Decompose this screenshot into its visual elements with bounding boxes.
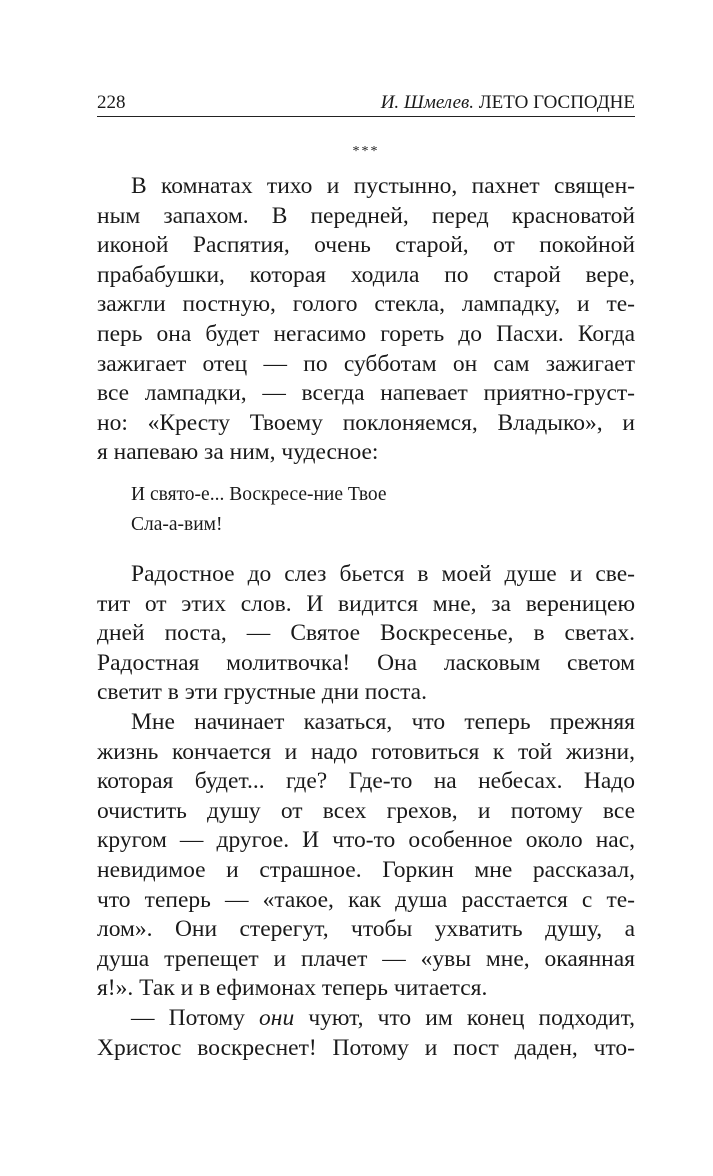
text-line: прабабушки, которая ходила по старой вере, bbox=[97, 261, 635, 288]
text-line: дней поста, — Святое Воскресенье, в светах. bbox=[97, 620, 635, 647]
verse-line: Сла-а-вим! bbox=[131, 514, 223, 535]
text-line: кругом — другое. И что-то особенное около нас, bbox=[97, 827, 635, 854]
book-title: ЛЕТО ГОСПОДНЕ bbox=[478, 92, 635, 113]
text-line: невидимое и страшное. Горкин мне рассказал, bbox=[97, 856, 635, 883]
text-line: Мне начинает казаться, что теперь прежняя bbox=[131, 708, 635, 735]
text-line: что теперь — «такое, как душа расстается с те- bbox=[97, 886, 635, 913]
section-separator: *** bbox=[352, 144, 380, 159]
text-line: иконой Распятия, очень старой, от покойной bbox=[97, 232, 635, 259]
text-line: В комнатах тихо и пустынно, пахнет священ- bbox=[131, 173, 635, 199]
text-line: которая будет... где? Где-то на небесах. Надо bbox=[97, 768, 635, 795]
verse-line: И свято-е... Воскресе-ние Твое bbox=[131, 484, 387, 505]
text-line: светит в эти грустные дни поста. bbox=[97, 679, 427, 706]
text-line bbox=[97, 1004, 635, 1034]
paragraph-group bbox=[97, 560, 635, 1063]
text-line: душа трепещет и плачет — «увы мне, окаянная bbox=[97, 945, 635, 972]
text-line: Радостная молитвочка! Она ласковым светом bbox=[97, 649, 635, 676]
running-title bbox=[381, 92, 635, 114]
text-line: лом». Они стерегут, чтобы ухватить душу, а bbox=[97, 916, 635, 943]
text-line: ным запахом. В передней, перед красноватой bbox=[97, 202, 635, 229]
running-head bbox=[97, 92, 635, 117]
text-line: я!». Так и в ефимонах теперь читается. bbox=[97, 975, 488, 1002]
text-fragment: чуют, что им конец подходит, bbox=[294, 1004, 635, 1031]
text-line: Христос воскреснет! Потому и пост даден, что- bbox=[97, 1034, 635, 1061]
text-line: я напеваю за ним, чудесное: bbox=[97, 439, 379, 466]
text-line: зажгли постную, голого стекла, лампадку, и те- bbox=[97, 291, 635, 318]
paragraph-1 bbox=[97, 172, 635, 468]
text-line: все лампадки, — всегда напевает приятно-груст- bbox=[97, 380, 635, 407]
text-line: тит от этих слов. И видится мне, за вереницею bbox=[97, 590, 635, 617]
page-number: 228 bbox=[97, 92, 126, 113]
text-line: но: «Кресту Твоему поклоняемся, Владыко», и bbox=[97, 409, 635, 436]
author-name: И. Шмелев. bbox=[380, 92, 474, 113]
italic-word: они bbox=[259, 1004, 295, 1031]
text-line: очистить душу от всех грехов, и потому все bbox=[97, 797, 635, 824]
text-line: зажигает отец — по субботам он сам зажигает bbox=[97, 350, 635, 377]
text-line: Радостное до слез бьется в моей душе и све- bbox=[131, 561, 635, 587]
text-line: жизнь кончается и надо готовиться к той жизни, bbox=[97, 738, 635, 765]
text-line: перь она будет негасимо гореть до Пасхи. Когда bbox=[97, 320, 635, 347]
text-fragment: — Потому bbox=[131, 1004, 260, 1031]
